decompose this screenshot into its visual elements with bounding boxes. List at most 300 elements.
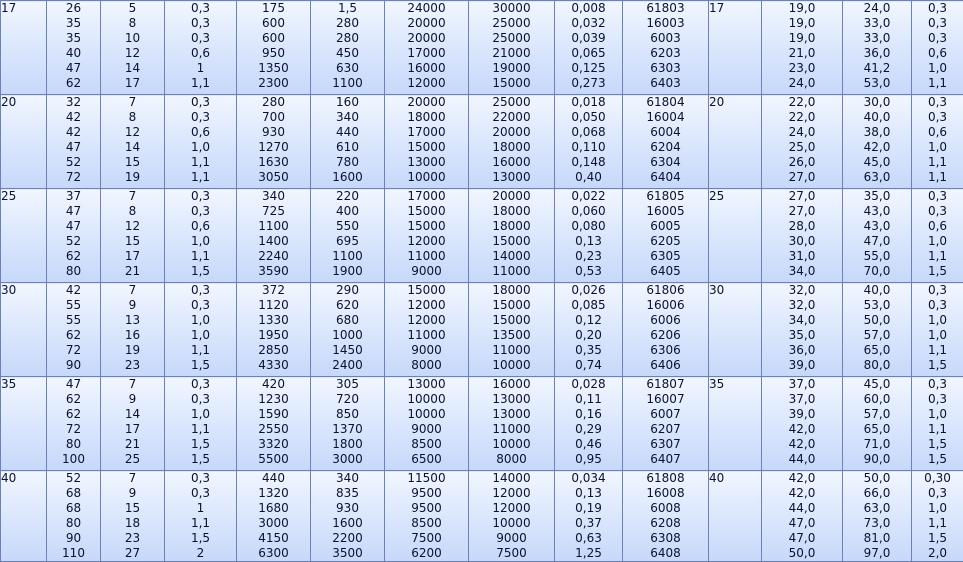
- static-load-value: 1600: [332, 516, 363, 530]
- chamfer-cell: [165, 471, 237, 562]
- dynamic-load-cell: [237, 471, 311, 562]
- chamfer-value: 1: [196, 501, 205, 515]
- bore-group-40: [1, 471, 963, 562]
- bore-diameter-value: 25: [1, 189, 17, 203]
- fillet-radius-value: 1,0: [927, 140, 948, 154]
- outer-diameter-cell: [47, 283, 101, 377]
- width-cell: [101, 283, 165, 377]
- designation-cell: [623, 283, 709, 377]
- shoulder-Da-value: 63,0: [863, 501, 891, 515]
- chamfer-value: 1,5: [190, 358, 211, 372]
- static-load-value: 720: [336, 392, 359, 406]
- outer-diameter-value: 62: [65, 328, 82, 342]
- outer-diameter-value: 40: [65, 46, 82, 60]
- outer-diameter-value: 68: [65, 486, 82, 500]
- static-load-value: 160: [336, 95, 359, 109]
- speed-grease-value: 11000: [407, 249, 446, 263]
- outer-diameter-value: 80: [65, 264, 82, 278]
- dynamic-load-value: 3000: [258, 516, 289, 530]
- bore-group-25: [1, 189, 963, 283]
- speed-oil-cell: [469, 283, 555, 377]
- width-value: 27: [124, 546, 141, 560]
- mass-cell: [555, 283, 623, 377]
- chamfer-cell: [165, 283, 237, 377]
- shoulder-da-value: 47,0: [788, 531, 816, 545]
- mass-value: 0,028: [571, 377, 606, 391]
- speed-grease-value: 8500: [411, 437, 442, 451]
- static-load-value: 2200: [332, 531, 363, 545]
- speed-oil-value: 18000: [492, 283, 531, 297]
- shoulder-Da-value: 43,0: [863, 219, 891, 233]
- speed-oil-value: 21000: [492, 46, 531, 60]
- shoulder-Da-value: 36,0: [863, 46, 891, 60]
- dynamic-load-value: 1680: [258, 501, 289, 515]
- dynamic-load-value: 1400: [258, 234, 289, 248]
- speed-grease-value: 9000: [411, 422, 442, 436]
- bore-repeat-value: 25: [709, 189, 725, 203]
- shoulder-da-value: 39,0: [788, 407, 816, 421]
- mass-cell: [555, 1, 623, 95]
- mass-value: 0,273: [571, 76, 606, 90]
- shoulder-Da-value: 45,0: [863, 155, 891, 169]
- shoulder-da-value: 42,0: [788, 437, 816, 451]
- fillet-radius-value: 0,3: [927, 95, 948, 109]
- bore-diameter-cell: [1, 95, 47, 189]
- designation-value: 6205: [650, 234, 681, 248]
- chamfer-value: 1: [196, 61, 205, 75]
- chamfer-value: 0,3: [190, 392, 211, 406]
- chamfer-value: 0,3: [190, 377, 211, 391]
- bore-repeat-value: 40: [709, 471, 725, 485]
- outer-diameter-value: 35: [65, 31, 82, 45]
- outer-diameter-value: 32: [65, 95, 82, 109]
- width-value: 7: [128, 377, 137, 391]
- shoulder-da-value: 22,0: [788, 95, 816, 109]
- width-value: 13: [124, 313, 141, 327]
- fillet-radius-value: 1,1: [927, 343, 948, 357]
- shoulder-Da-value: 60,0: [863, 392, 891, 406]
- chamfer-value: 1,1: [190, 170, 211, 184]
- designation-value: 16007: [646, 392, 685, 406]
- static-load-value: 1800: [332, 437, 363, 451]
- designation-value: 16008: [646, 486, 685, 500]
- dynamic-load-value: 930: [262, 125, 285, 139]
- speed-oil-value: 14000: [492, 471, 531, 485]
- bore-repeat-cell: [709, 189, 762, 283]
- width-value: 5: [128, 1, 137, 15]
- designation-value: 6005: [650, 219, 681, 233]
- speed-grease-value: 9500: [411, 486, 442, 500]
- speed-grease-value: 17000: [407, 189, 446, 203]
- fillet-radius-value: 0,3: [927, 16, 948, 30]
- outer-diameter-cell: [47, 377, 101, 471]
- shoulder-da-value: 26,0: [788, 155, 816, 169]
- static-load-value: 1600: [332, 170, 363, 184]
- outer-diameter-cell: [47, 1, 101, 95]
- dynamic-load-value: 1630: [258, 155, 289, 169]
- width-value: 9: [128, 486, 137, 500]
- width-value: 7: [128, 95, 137, 109]
- speed-oil-value: 13000: [492, 392, 531, 406]
- bore-diameter-value: 17: [1, 1, 17, 15]
- fillet-radius-value: 1,1: [927, 170, 948, 184]
- dynamic-load-value: 1330: [258, 313, 289, 327]
- speed-grease-value: 9500: [411, 501, 442, 515]
- mass-value: 0,13: [575, 486, 602, 500]
- mass-value: 0,026: [571, 283, 606, 297]
- shoulder-Da-value: 45,0: [863, 377, 891, 391]
- dynamic-load-value: 340: [262, 189, 285, 203]
- speed-oil-value: 18000: [492, 219, 531, 233]
- designation-cell: [623, 189, 709, 283]
- dynamic-load-cell: [237, 1, 311, 95]
- shoulder-Da-value: 97,0: [863, 546, 891, 560]
- speed-grease-value: 17000: [407, 46, 446, 60]
- fillet-radius-cell: [912, 95, 963, 189]
- chamfer-value: 0,3: [190, 189, 211, 203]
- width-value: 15: [124, 234, 141, 248]
- dynamic-load-value: 3320: [258, 437, 289, 451]
- bore-repeat-cell: [709, 1, 762, 95]
- shoulder-da-cell: [762, 471, 843, 562]
- speed-oil-cell: [469, 189, 555, 283]
- outer-diameter-value: 42: [65, 125, 82, 139]
- mass-value: 0,085: [571, 298, 606, 312]
- speed-grease-value: 12000: [407, 313, 446, 327]
- speed-oil-value: 25000: [492, 95, 531, 109]
- shoulder-da-value: 42,0: [788, 471, 816, 485]
- width-value: 14: [124, 407, 141, 421]
- static-load-value: 1900: [332, 264, 363, 278]
- fillet-radius-value: 1,0: [927, 234, 948, 248]
- dynamic-load-cell: [237, 189, 311, 283]
- speed-oil-cell: [469, 471, 555, 562]
- static-load-value: 280: [336, 16, 359, 30]
- outer-diameter-value: 90: [65, 531, 82, 545]
- bore-repeat-value: 20: [709, 95, 725, 109]
- designation-value: 16005: [646, 204, 685, 218]
- shoulder-Da-value: 43,0: [863, 204, 891, 218]
- speed-oil-value: 15000: [492, 298, 531, 312]
- outer-diameter-cell: [47, 189, 101, 283]
- mass-value: 0,46: [575, 437, 602, 451]
- mass-value: 0,12: [575, 313, 602, 327]
- designation-value: 6404: [650, 170, 681, 184]
- mass-value: 0,008: [571, 1, 606, 15]
- speed-oil-value: 25000: [492, 31, 531, 45]
- mass-value: 0,13: [575, 234, 602, 248]
- static-load-value: 3000: [332, 452, 363, 466]
- static-load-value: 290: [336, 283, 359, 297]
- speed-oil-value: 14000: [492, 249, 531, 263]
- bore-group-20: [1, 95, 963, 189]
- bore-diameter-value: 20: [1, 95, 17, 109]
- outer-diameter-value: 37: [65, 189, 82, 203]
- shoulder-da-value: 39,0: [788, 358, 816, 372]
- width-value: 23: [124, 358, 141, 372]
- outer-diameter-value: 68: [65, 501, 82, 515]
- fillet-radius-value: 1,1: [927, 516, 948, 530]
- shoulder-Da-value: 57,0: [863, 407, 891, 421]
- shoulder-da-cell: [762, 283, 843, 377]
- bore-diameter-cell: [1, 283, 47, 377]
- chamfer-value: 2: [196, 546, 205, 560]
- mass-value: 0,050: [571, 110, 606, 124]
- fillet-radius-value: 1,0: [927, 501, 948, 515]
- shoulder-da-value: 27,0: [788, 189, 816, 203]
- designation-value: 6305: [650, 249, 681, 263]
- designation-value: 6405: [650, 264, 681, 278]
- shoulder-da-value: 37,0: [788, 377, 816, 391]
- shoulder-da-value: 44,0: [788, 501, 816, 515]
- static-load-cell: [311, 95, 385, 189]
- width-cell: [101, 377, 165, 471]
- shoulder-da-value: 25,0: [788, 140, 816, 154]
- speed-grease-value: 15000: [407, 204, 446, 218]
- bore-diameter-value: 40: [1, 471, 17, 485]
- shoulder-da-value: 34,0: [788, 264, 816, 278]
- fillet-radius-value: 0,3: [927, 486, 948, 500]
- chamfer-value: 0,3: [190, 204, 211, 218]
- shoulder-Da-value: 38,0: [863, 125, 891, 139]
- mass-value: 0,034: [571, 471, 606, 485]
- dynamic-load-value: 1950: [258, 328, 289, 342]
- table-row: [1, 283, 963, 377]
- bore-group-35: [1, 377, 963, 471]
- outer-diameter-value: 52: [65, 234, 82, 248]
- shoulder-da-value: 34,0: [788, 313, 816, 327]
- speed-oil-value: 20000: [492, 125, 531, 139]
- mass-value: 0,022: [571, 189, 606, 203]
- dynamic-load-value: 5500: [258, 452, 289, 466]
- speed-oil-value: 8000: [496, 452, 527, 466]
- fillet-radius-value: 1,5: [927, 452, 948, 466]
- shoulder-Da-value: 35,0: [863, 189, 891, 203]
- shoulder-Da-value: 24,0: [863, 1, 891, 15]
- chamfer-value: 1,0: [190, 140, 211, 154]
- designation-value: 61808: [646, 471, 685, 485]
- designation-value: 61803: [646, 1, 685, 15]
- shoulder-da-value: 19,0: [788, 31, 816, 45]
- chamfer-value: 0,3: [190, 31, 211, 45]
- dynamic-load-value: 1320: [258, 486, 289, 500]
- dynamic-load-value: 1100: [258, 219, 289, 233]
- dynamic-load-value: 1120: [258, 298, 289, 312]
- dynamic-load-value: 2240: [258, 249, 289, 263]
- fillet-radius-value: 2,0: [927, 546, 948, 560]
- designation-value: 6004: [650, 125, 681, 139]
- fillet-radius-cell: [912, 471, 963, 562]
- designation-value: 6203: [650, 46, 681, 60]
- fillet-radius-value: 0,3: [927, 392, 948, 406]
- mass-cell: [555, 95, 623, 189]
- speed-grease-value: 15000: [407, 219, 446, 233]
- shoulder-Da-value: 73,0: [863, 516, 891, 530]
- speed-oil-value: 12000: [492, 486, 531, 500]
- shoulder-da-value: 31,0: [788, 249, 816, 263]
- bore-diameter-cell: [1, 189, 47, 283]
- bore-repeat-value: 35: [709, 377, 725, 391]
- mass-value: 0,53: [575, 264, 602, 278]
- speed-oil-value: 11000: [492, 343, 531, 357]
- speed-grease-cell: [385, 1, 469, 95]
- mass-value: 0,018: [571, 95, 606, 109]
- dynamic-load-value: 2300: [258, 76, 289, 90]
- shoulder-da-value: 24,0: [788, 76, 816, 90]
- width-value: 14: [124, 61, 141, 75]
- width-value: 8: [128, 16, 137, 30]
- speed-grease-value: 9000: [411, 343, 442, 357]
- width-value: 15: [124, 501, 141, 515]
- outer-diameter-cell: [47, 471, 101, 562]
- shoulder-da-cell: [762, 189, 843, 283]
- shoulder-da-value: 30,0: [788, 234, 816, 248]
- static-load-value: 305: [336, 377, 359, 391]
- fillet-radius-value: 0,6: [927, 46, 948, 60]
- outer-diameter-value: 42: [65, 110, 82, 124]
- designation-value: 6003: [650, 31, 681, 45]
- designation-cell: [623, 471, 709, 562]
- fillet-radius-value: 1,5: [927, 264, 948, 278]
- static-load-value: 780: [336, 155, 359, 169]
- static-load-value: 280: [336, 31, 359, 45]
- static-load-value: 620: [336, 298, 359, 312]
- chamfer-value: 1,0: [190, 328, 211, 342]
- speed-oil-cell: [469, 1, 555, 95]
- mass-value: 0,060: [571, 204, 606, 218]
- width-value: 19: [124, 170, 141, 184]
- fillet-radius-value: 0,30: [924, 471, 951, 485]
- shoulder-Da-value: 71,0: [863, 437, 891, 451]
- dynamic-load-value: 1270: [258, 140, 289, 154]
- static-load-value: 400: [336, 204, 359, 218]
- mass-value: 0,29: [575, 422, 602, 436]
- chamfer-value: 1,5: [190, 452, 211, 466]
- speed-grease-value: 10000: [407, 392, 446, 406]
- speed-oil-value: 25000: [492, 16, 531, 30]
- static-load-value: 1100: [332, 249, 363, 263]
- static-load-value: 680: [336, 313, 359, 327]
- chamfer-value: 1,1: [190, 76, 211, 90]
- mass-cell: [555, 471, 623, 562]
- static-load-value: 2400: [332, 358, 363, 372]
- fillet-radius-value: 0,6: [927, 125, 948, 139]
- fillet-radius-value: 1,0: [927, 313, 948, 327]
- width-value: 12: [124, 46, 141, 60]
- designation-value: 16003: [646, 16, 685, 30]
- fillet-radius-value: 1,5: [927, 437, 948, 451]
- shoulder-da-cell: [762, 1, 843, 95]
- dynamic-load-value: 420: [262, 377, 285, 391]
- speed-grease-value: 12000: [407, 234, 446, 248]
- width-value: 18: [124, 516, 141, 530]
- chamfer-value: 0,3: [190, 110, 211, 124]
- speed-oil-value: 22000: [492, 110, 531, 124]
- outer-diameter-value: 90: [65, 358, 82, 372]
- static-load-value: 450: [336, 46, 359, 60]
- speed-grease-value: 13000: [407, 377, 446, 391]
- width-value: 14: [124, 140, 141, 154]
- designation-cell: [623, 95, 709, 189]
- shoulder-Da-value: 33,0: [863, 16, 891, 30]
- dynamic-load-value: 1590: [258, 407, 289, 421]
- outer-diameter-value: 80: [65, 437, 82, 451]
- mass-value: 0,032: [571, 16, 606, 30]
- speed-oil-value: 30000: [492, 1, 531, 15]
- speed-grease-value: 12000: [407, 298, 446, 312]
- outer-diameter-cell: [47, 95, 101, 189]
- shoulder-da-value: 50,0: [788, 546, 816, 560]
- speed-oil-value: 10000: [492, 437, 531, 451]
- width-value: 16: [124, 328, 141, 342]
- outer-diameter-value: 47: [65, 377, 82, 391]
- mass-value: 0,148: [571, 155, 606, 169]
- chamfer-value: 1,1: [190, 422, 211, 436]
- chamfer-value: 1,1: [190, 249, 211, 263]
- designation-value: 6303: [650, 61, 681, 75]
- shoulder-da-value: 27,0: [788, 204, 816, 218]
- chamfer-value: 0,3: [190, 486, 211, 500]
- designation-value: 6407: [650, 452, 681, 466]
- shoulder-Da-value: 40,0: [863, 110, 891, 124]
- chamfer-value: 0,3: [190, 16, 211, 30]
- designation-value: 61804: [646, 95, 685, 109]
- shoulder-Da-value: 65,0: [863, 422, 891, 436]
- fillet-radius-cell: [912, 1, 963, 95]
- static-load-value: 1450: [332, 343, 363, 357]
- chamfer-value: 1,1: [190, 343, 211, 357]
- fillet-radius-cell: [912, 189, 963, 283]
- mass-value: 0,110: [571, 140, 606, 154]
- dynamic-load-value: 950: [262, 46, 285, 60]
- shoulder-da-cell: [762, 377, 843, 471]
- mass-value: 0,068: [571, 125, 606, 139]
- shoulder-da-value: 28,0: [788, 219, 816, 233]
- mass-value: 0,74: [575, 358, 602, 372]
- static-load-value: 835: [336, 486, 359, 500]
- speed-oil-value: 15000: [492, 234, 531, 248]
- shoulder-Da-value: 57,0: [863, 328, 891, 342]
- table-row: [1, 95, 963, 189]
- outer-diameter-value: 52: [65, 155, 82, 169]
- static-load-cell: [311, 1, 385, 95]
- width-value: 19: [124, 343, 141, 357]
- bore-repeat-cell: [709, 471, 762, 562]
- shoulder-Da-cell: [843, 377, 912, 471]
- shoulder-Da-value: 47,0: [863, 234, 891, 248]
- dynamic-load-value: 725: [262, 204, 285, 218]
- fillet-radius-value: 0,3: [927, 1, 948, 15]
- shoulder-Da-value: 53,0: [863, 298, 891, 312]
- speed-grease-value: 15000: [407, 140, 446, 154]
- static-load-value: 1100: [332, 76, 363, 90]
- shoulder-da-value: 37,0: [788, 392, 816, 406]
- shoulder-Da-value: 41,2: [863, 61, 891, 75]
- designation-value: 6304: [650, 155, 681, 169]
- bore-repeat-cell: [709, 377, 762, 471]
- mass-value: 0,19: [575, 501, 602, 515]
- width-cell: [101, 471, 165, 562]
- fillet-radius-value: 0,3: [927, 298, 948, 312]
- shoulder-da-value: 19,0: [788, 16, 816, 30]
- shoulder-da-value: 22,0: [788, 110, 816, 124]
- speed-oil-value: 13500: [492, 328, 531, 342]
- mass-value: 0,039: [571, 31, 606, 45]
- speed-grease-cell: [385, 377, 469, 471]
- static-load-value: 340: [336, 110, 359, 124]
- shoulder-Da-value: 66,0: [863, 486, 891, 500]
- fillet-radius-value: 0,3: [927, 189, 948, 203]
